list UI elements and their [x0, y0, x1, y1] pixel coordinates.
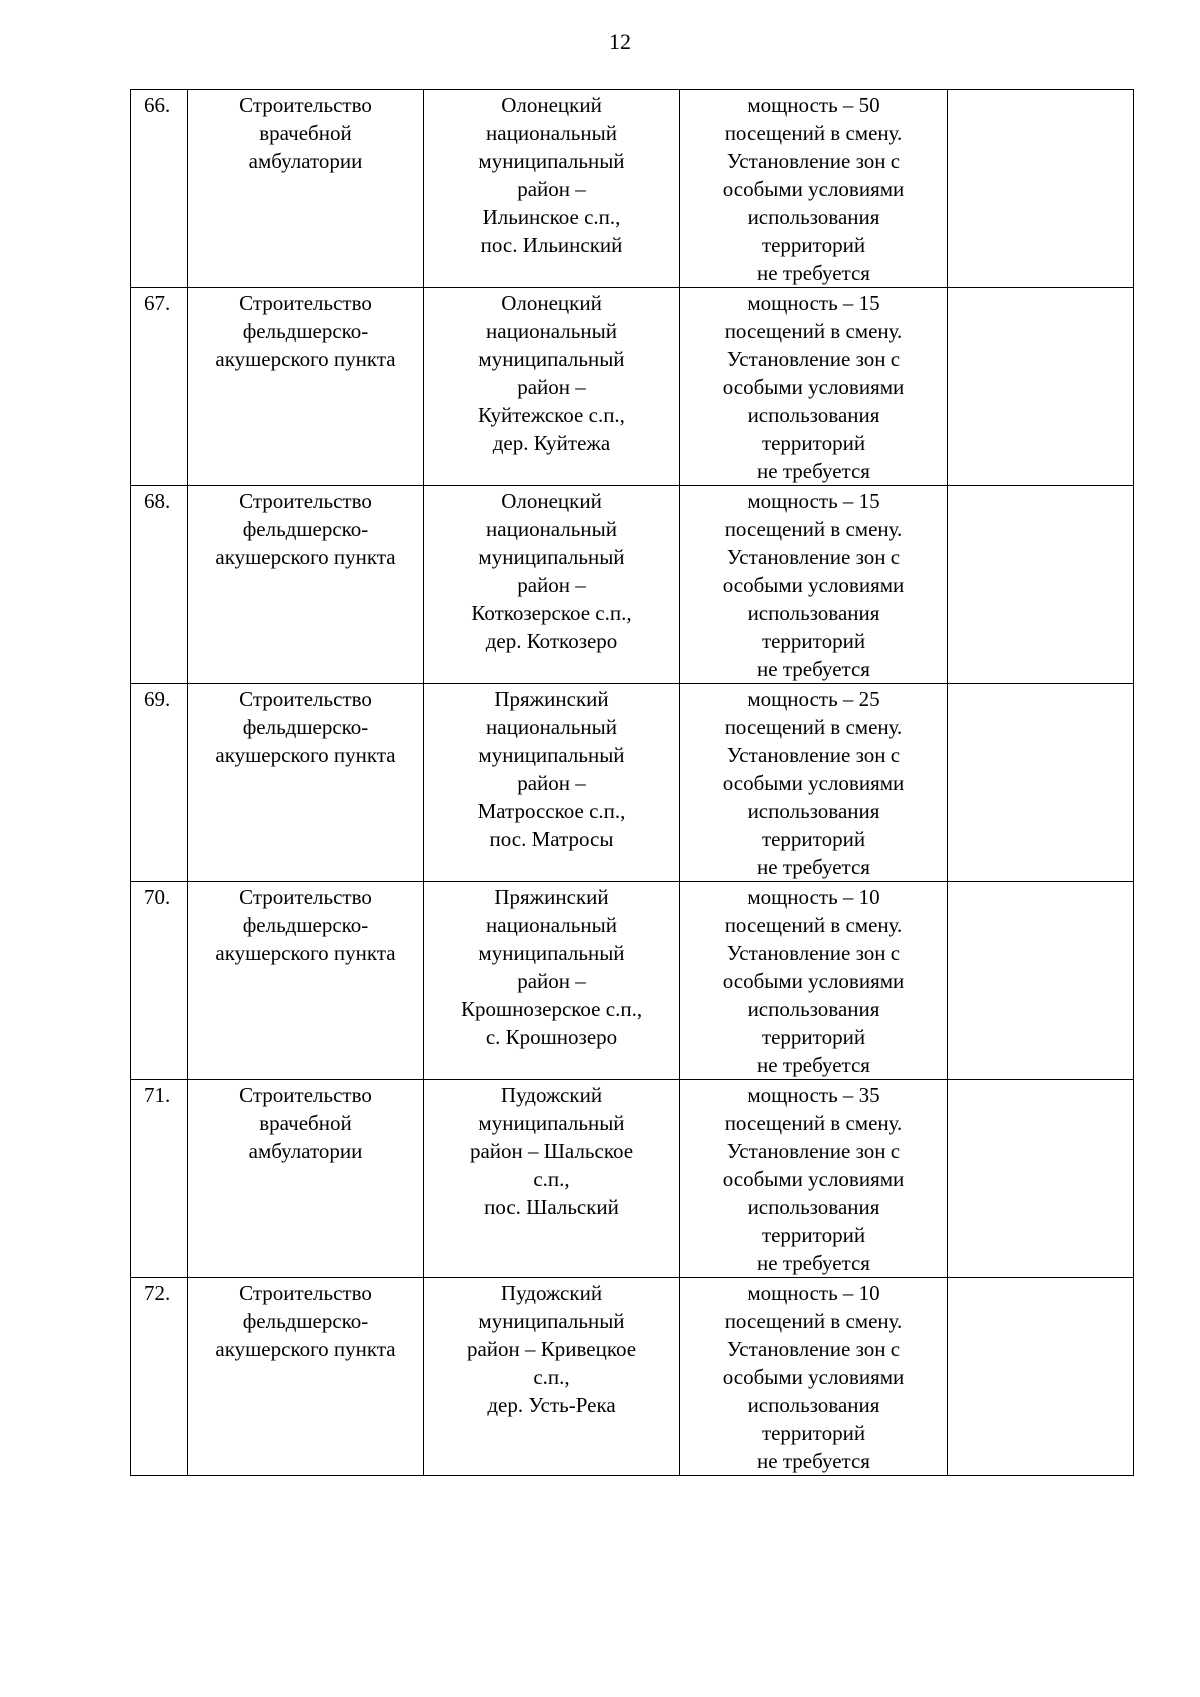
object-capacity-line: особыми условиями	[722, 177, 905, 201]
page-number: 12	[609, 29, 631, 54]
object-location	[424, 1278, 680, 1476]
table-row	[131, 684, 1134, 882]
object-location-line: с.п.,	[533, 1365, 570, 1389]
object-name	[188, 288, 424, 486]
object-location-line: с. Крошнозеро	[485, 1025, 618, 1049]
object-capacity-line: мощность – 50	[747, 93, 880, 117]
object-location	[424, 486, 680, 684]
object-capacity-line: территорий	[761, 827, 866, 851]
object-location-line: Куйтежское с.п.,	[478, 403, 625, 427]
object-capacity-line: мощность – 25	[747, 687, 880, 711]
object-capacity-line: не требуется	[757, 657, 870, 681]
object-name-line: Строительство	[239, 687, 372, 711]
object-name-line: фельдшерско-	[242, 1309, 369, 1333]
object-name-line: фельдшерско-	[242, 715, 369, 739]
object-name-line: фельдшерско-	[242, 517, 369, 541]
object-capacity-line: территорий	[761, 431, 866, 455]
object-capacity-line: Установление зон с	[726, 149, 901, 173]
object-location-line: Пряжинский	[494, 687, 609, 711]
object-name	[188, 684, 424, 882]
object-name-line: акушерского пункта	[215, 1337, 396, 1361]
object-name-line: амбулатории	[248, 1139, 363, 1163]
object-capacity-line: не требуется	[757, 261, 870, 285]
row-number: 71.	[131, 1080, 188, 1278]
object-location-line: Коткозерское с.п.,	[471, 601, 632, 625]
object-capacity-line: не требуется	[757, 855, 870, 879]
object-capacity-line: посещений в смену.	[724, 715, 903, 739]
object-location-line: муниципальный	[478, 545, 625, 569]
object-capacity	[680, 486, 948, 684]
table-row	[131, 1080, 1134, 1278]
object-capacity-line: использования	[747, 403, 880, 427]
object-name	[188, 90, 424, 288]
object-name	[188, 1080, 424, 1278]
object-location-line: Ильинское с.п.,	[482, 205, 621, 229]
object-location-line: Пудожский	[500, 1083, 603, 1107]
object-capacity-line: особыми условиями	[722, 969, 905, 993]
object-name-line: Строительство	[239, 885, 372, 909]
object-name-line: врачебной	[259, 1111, 352, 1135]
object-location	[424, 288, 680, 486]
object-name-line: фельдшерско-	[242, 319, 369, 343]
object-note	[948, 1080, 1134, 1278]
object-capacity-line: посещений в смену.	[724, 517, 903, 541]
object-location-line: Матросское с.п.,	[477, 799, 626, 823]
object-capacity-line: мощность – 10	[747, 885, 880, 909]
object-name-line: Строительство	[239, 93, 372, 117]
object-capacity-line: не требуется	[757, 459, 870, 483]
object-capacity-line: мощность – 10	[747, 1281, 880, 1305]
object-location-line: национальный	[486, 715, 617, 739]
object-name-line: акушерского пункта	[215, 743, 396, 767]
object-capacity-line: территорий	[761, 233, 866, 257]
object-capacity-line: использования	[747, 601, 880, 625]
table-row	[131, 1278, 1134, 1476]
object-capacity-line: посещений в смену.	[724, 1309, 903, 1333]
object-capacity-line: территорий	[761, 629, 866, 653]
object-location-line: Олонецкий	[501, 93, 602, 117]
object-name-line: акушерского пункта	[215, 347, 396, 371]
object-capacity-line: особыми условиями	[722, 1365, 905, 1389]
object-location	[424, 1080, 680, 1278]
object-capacity-line: не требуется	[757, 1251, 870, 1275]
row-number: 67.	[131, 288, 188, 486]
object-capacity-line: Установление зон с	[726, 545, 901, 569]
row-number: 72.	[131, 1278, 188, 1476]
object-location	[424, 90, 680, 288]
object-name-line: фельдшерско-	[242, 913, 369, 937]
row-number: 69.	[131, 684, 188, 882]
object-location-line: муниципальный	[478, 743, 625, 767]
object-capacity-line: Установление зон с	[726, 1337, 901, 1361]
object-note	[948, 90, 1134, 288]
object-note	[948, 1278, 1134, 1476]
object-capacity-line: использования	[747, 799, 880, 823]
object-location-line: район – Шальское	[469, 1139, 634, 1163]
object-capacity-line: Установление зон с	[726, 941, 901, 965]
object-location-line: с.п.,	[533, 1167, 570, 1191]
object-capacity-line: не требуется	[757, 1449, 870, 1473]
object-location-line: национальный	[486, 121, 617, 145]
object-name-line: Строительство	[239, 291, 372, 315]
object-location	[424, 684, 680, 882]
object-capacity	[680, 684, 948, 882]
object-location-line: Олонецкий	[501, 489, 602, 513]
table-body	[131, 90, 1134, 1476]
row-number: 68.	[131, 486, 188, 684]
object-name-line: врачебной	[259, 121, 352, 145]
objects-table	[130, 89, 1134, 1476]
object-location-line: муниципальный	[478, 1309, 625, 1333]
object-capacity-line: Установление зон с	[726, 1139, 901, 1163]
object-location-line: пос. Ильинский	[480, 233, 623, 257]
object-name-line: Строительство	[239, 1083, 372, 1107]
object-name	[188, 1278, 424, 1476]
object-capacity-line: Установление зон с	[726, 743, 901, 767]
object-location-line: национальный	[486, 517, 617, 541]
row-number: 66.	[131, 90, 188, 288]
object-location-line: район –	[517, 375, 586, 399]
object-name-line: Строительство	[239, 489, 372, 513]
object-capacity-line: посещений в смену.	[724, 913, 903, 937]
object-capacity-line: особыми условиями	[722, 573, 905, 597]
object-location-line: Пряжинский	[494, 885, 609, 909]
object-location-line: пос. Шальский	[484, 1195, 619, 1219]
row-number: 70.	[131, 882, 188, 1080]
object-capacity-line: посещений в смену.	[724, 319, 903, 343]
object-location-line: район – Кривецкое	[466, 1337, 637, 1361]
object-note	[948, 882, 1134, 1080]
object-capacity-line: особыми условиями	[722, 771, 905, 795]
object-capacity-line: территорий	[761, 1421, 866, 1445]
object-capacity-line: Установление зон с	[726, 347, 901, 371]
object-capacity-line: мощность – 15	[747, 489, 880, 513]
object-name-line: амбулатории	[248, 149, 363, 173]
object-capacity-line: не требуется	[757, 1053, 870, 1077]
table-row	[131, 288, 1134, 486]
object-name	[188, 486, 424, 684]
object-capacity-line: особыми условиями	[722, 1167, 905, 1191]
object-location-line: Пудожский	[500, 1281, 603, 1305]
object-name	[188, 882, 424, 1080]
object-capacity	[680, 1278, 948, 1476]
object-location-line: муниципальный	[478, 347, 625, 371]
object-location-line: муниципальный	[478, 941, 625, 965]
object-location-line: дер. Усть-Река	[487, 1393, 616, 1417]
object-capacity-line: использования	[747, 205, 880, 229]
object-note	[948, 684, 1134, 882]
object-location-line: район –	[517, 969, 586, 993]
object-capacity-line: использования	[747, 1393, 880, 1417]
object-capacity-line: территорий	[761, 1223, 866, 1247]
table-row	[131, 486, 1134, 684]
object-location-line: район –	[517, 177, 586, 201]
object-name-line: Строительство	[239, 1281, 372, 1305]
object-capacity-line: мощность – 35	[747, 1083, 880, 1107]
object-location-line: национальный	[486, 913, 617, 937]
object-location-line: муниципальный	[478, 1111, 625, 1135]
object-capacity	[680, 882, 948, 1080]
object-note	[948, 288, 1134, 486]
object-location	[424, 882, 680, 1080]
object-capacity-line: посещений в смену.	[724, 1111, 903, 1135]
object-capacity	[680, 1080, 948, 1278]
object-capacity-line: использования	[747, 997, 880, 1021]
object-location-line: дер. Коткозеро	[485, 629, 618, 653]
object-location-line: муниципальный	[478, 149, 625, 173]
object-capacity-line: территорий	[761, 1025, 866, 1049]
object-name-line: акушерского пункта	[215, 545, 396, 569]
object-location-line: район –	[517, 573, 586, 597]
object-location-line: район –	[517, 771, 586, 795]
object-capacity-line: мощность – 15	[747, 291, 880, 315]
object-location-line: Олонецкий	[501, 291, 602, 315]
object-name-line: акушерского пункта	[215, 941, 396, 965]
object-capacity-line: особыми условиями	[722, 375, 905, 399]
object-location-line: национальный	[486, 319, 617, 343]
object-capacity-line: использования	[747, 1195, 880, 1219]
object-location-line: дер. Куйтежа	[492, 431, 611, 455]
object-capacity	[680, 90, 948, 288]
table-row	[131, 882, 1134, 1080]
object-location-line: Крошнозерское с.п.,	[460, 997, 643, 1021]
table-row	[131, 90, 1134, 288]
object-location-line: пос. Матросы	[489, 827, 614, 851]
object-capacity	[680, 288, 948, 486]
object-note	[948, 486, 1134, 684]
object-capacity-line: посещений в смену.	[724, 121, 903, 145]
